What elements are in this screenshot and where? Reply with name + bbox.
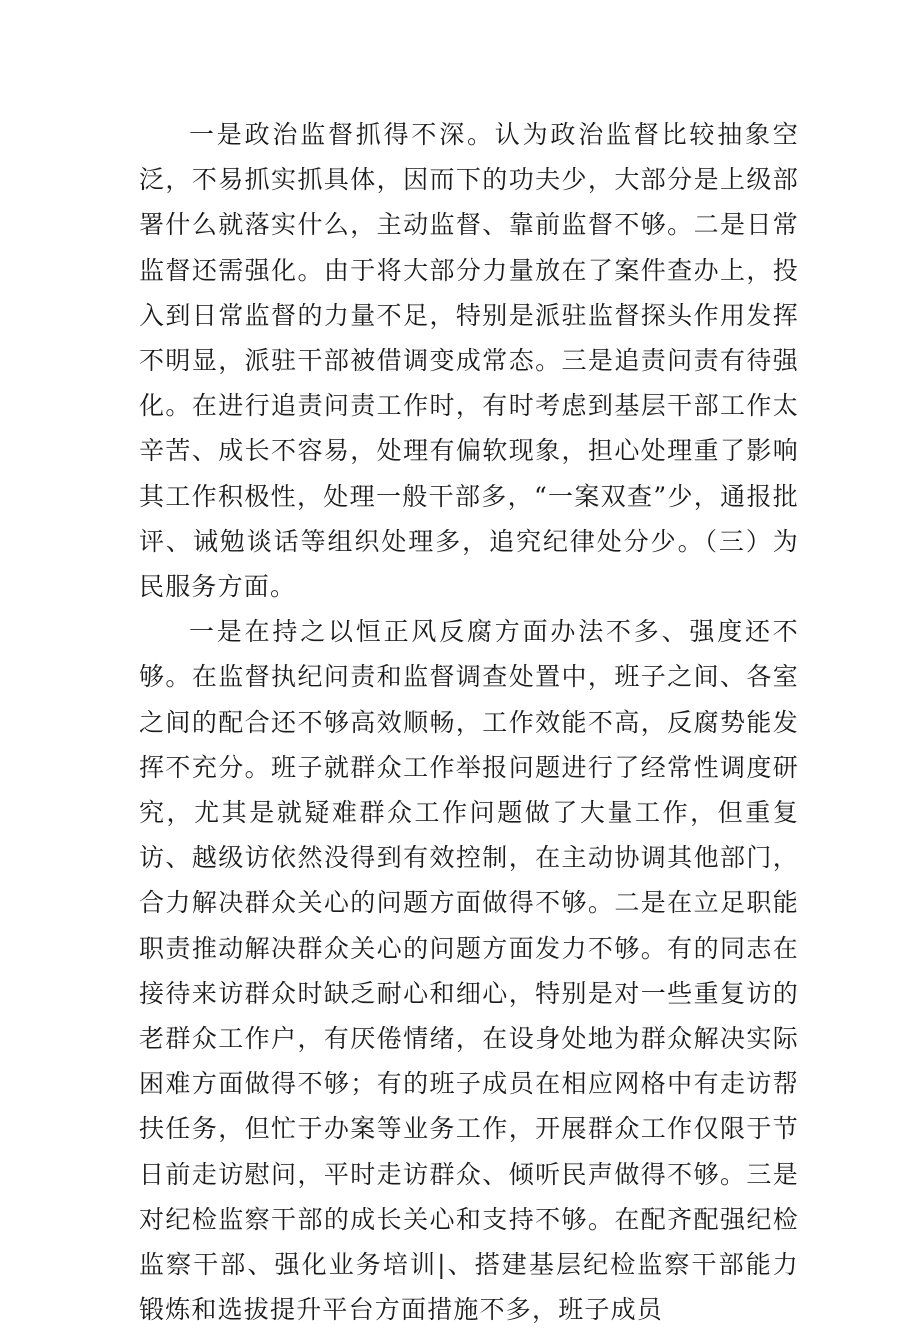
document-body — [139, 112, 799, 1332]
paragraph-supervision-issues: 一是政治监督抓得不深。认为政治监督比较抽象空泛，不易抓实抓具体，因而下的功夫少，大部分是上级部署什么就落实什么，主动监督、靠前监督不够。二是日常监督还需强化。由于将大部分力量放在了案件查办上，投入到日常监督的力量不足，特别是派驻监督探头作用发挥不明显，派驻干部被借调变成常态。三是追责问责有待强化。在进行追责问责工作时，有时考虑到基层干部工作太辛苦、成长不容易，处理有偏软现象，担心处理重了影响其工作积极性，处理一般干部多，“一案双查”少，通报批评、诫勉谈话等组织处理多，追究纪律处分少。（三）为民服务方面。 — [139, 120, 799, 602]
paragraph-anticorruption-issues: 一是在持之以恒正风反腐方面办法不多、强度还不够。在监督执纪问责和监督调查处置中，班子之间、各室之间的配合还不够高效顺畅，工作效能不高，反腐势能发挥不充分。班子就群众工作举报问题进行了经常性调度研究，尤其是就疑难群众工作问题做了大量工作，但重复访、越级访依然没得到有效控制，在主动协调其他部门，合力解决群众关心的问题方面做得不够。二是在立足职能职责推动解决群众关心的问题方面发力不够。有的同志在接待来访群众时缺乏耐心和细心，特别是对一些重复访的老群众工作户，有厌倦情绪，在设身处地为群众解决实际困难方面做得不够；有的班子成员在相应网格中有走访帮扶任务，但忙于办案等业务工作，开展群众工作仅限于节日前走访慰问，平时走访群众、倾听民声做得不够。三是对纪检监察干部的成长关心和支持不够。在配齐配强纪检监察干部、强化业务培训|、搭建基层纪检监察干部能力锻炼和选拔提升平台方面措施不多，班子成员 — [139, 617, 799, 1325]
